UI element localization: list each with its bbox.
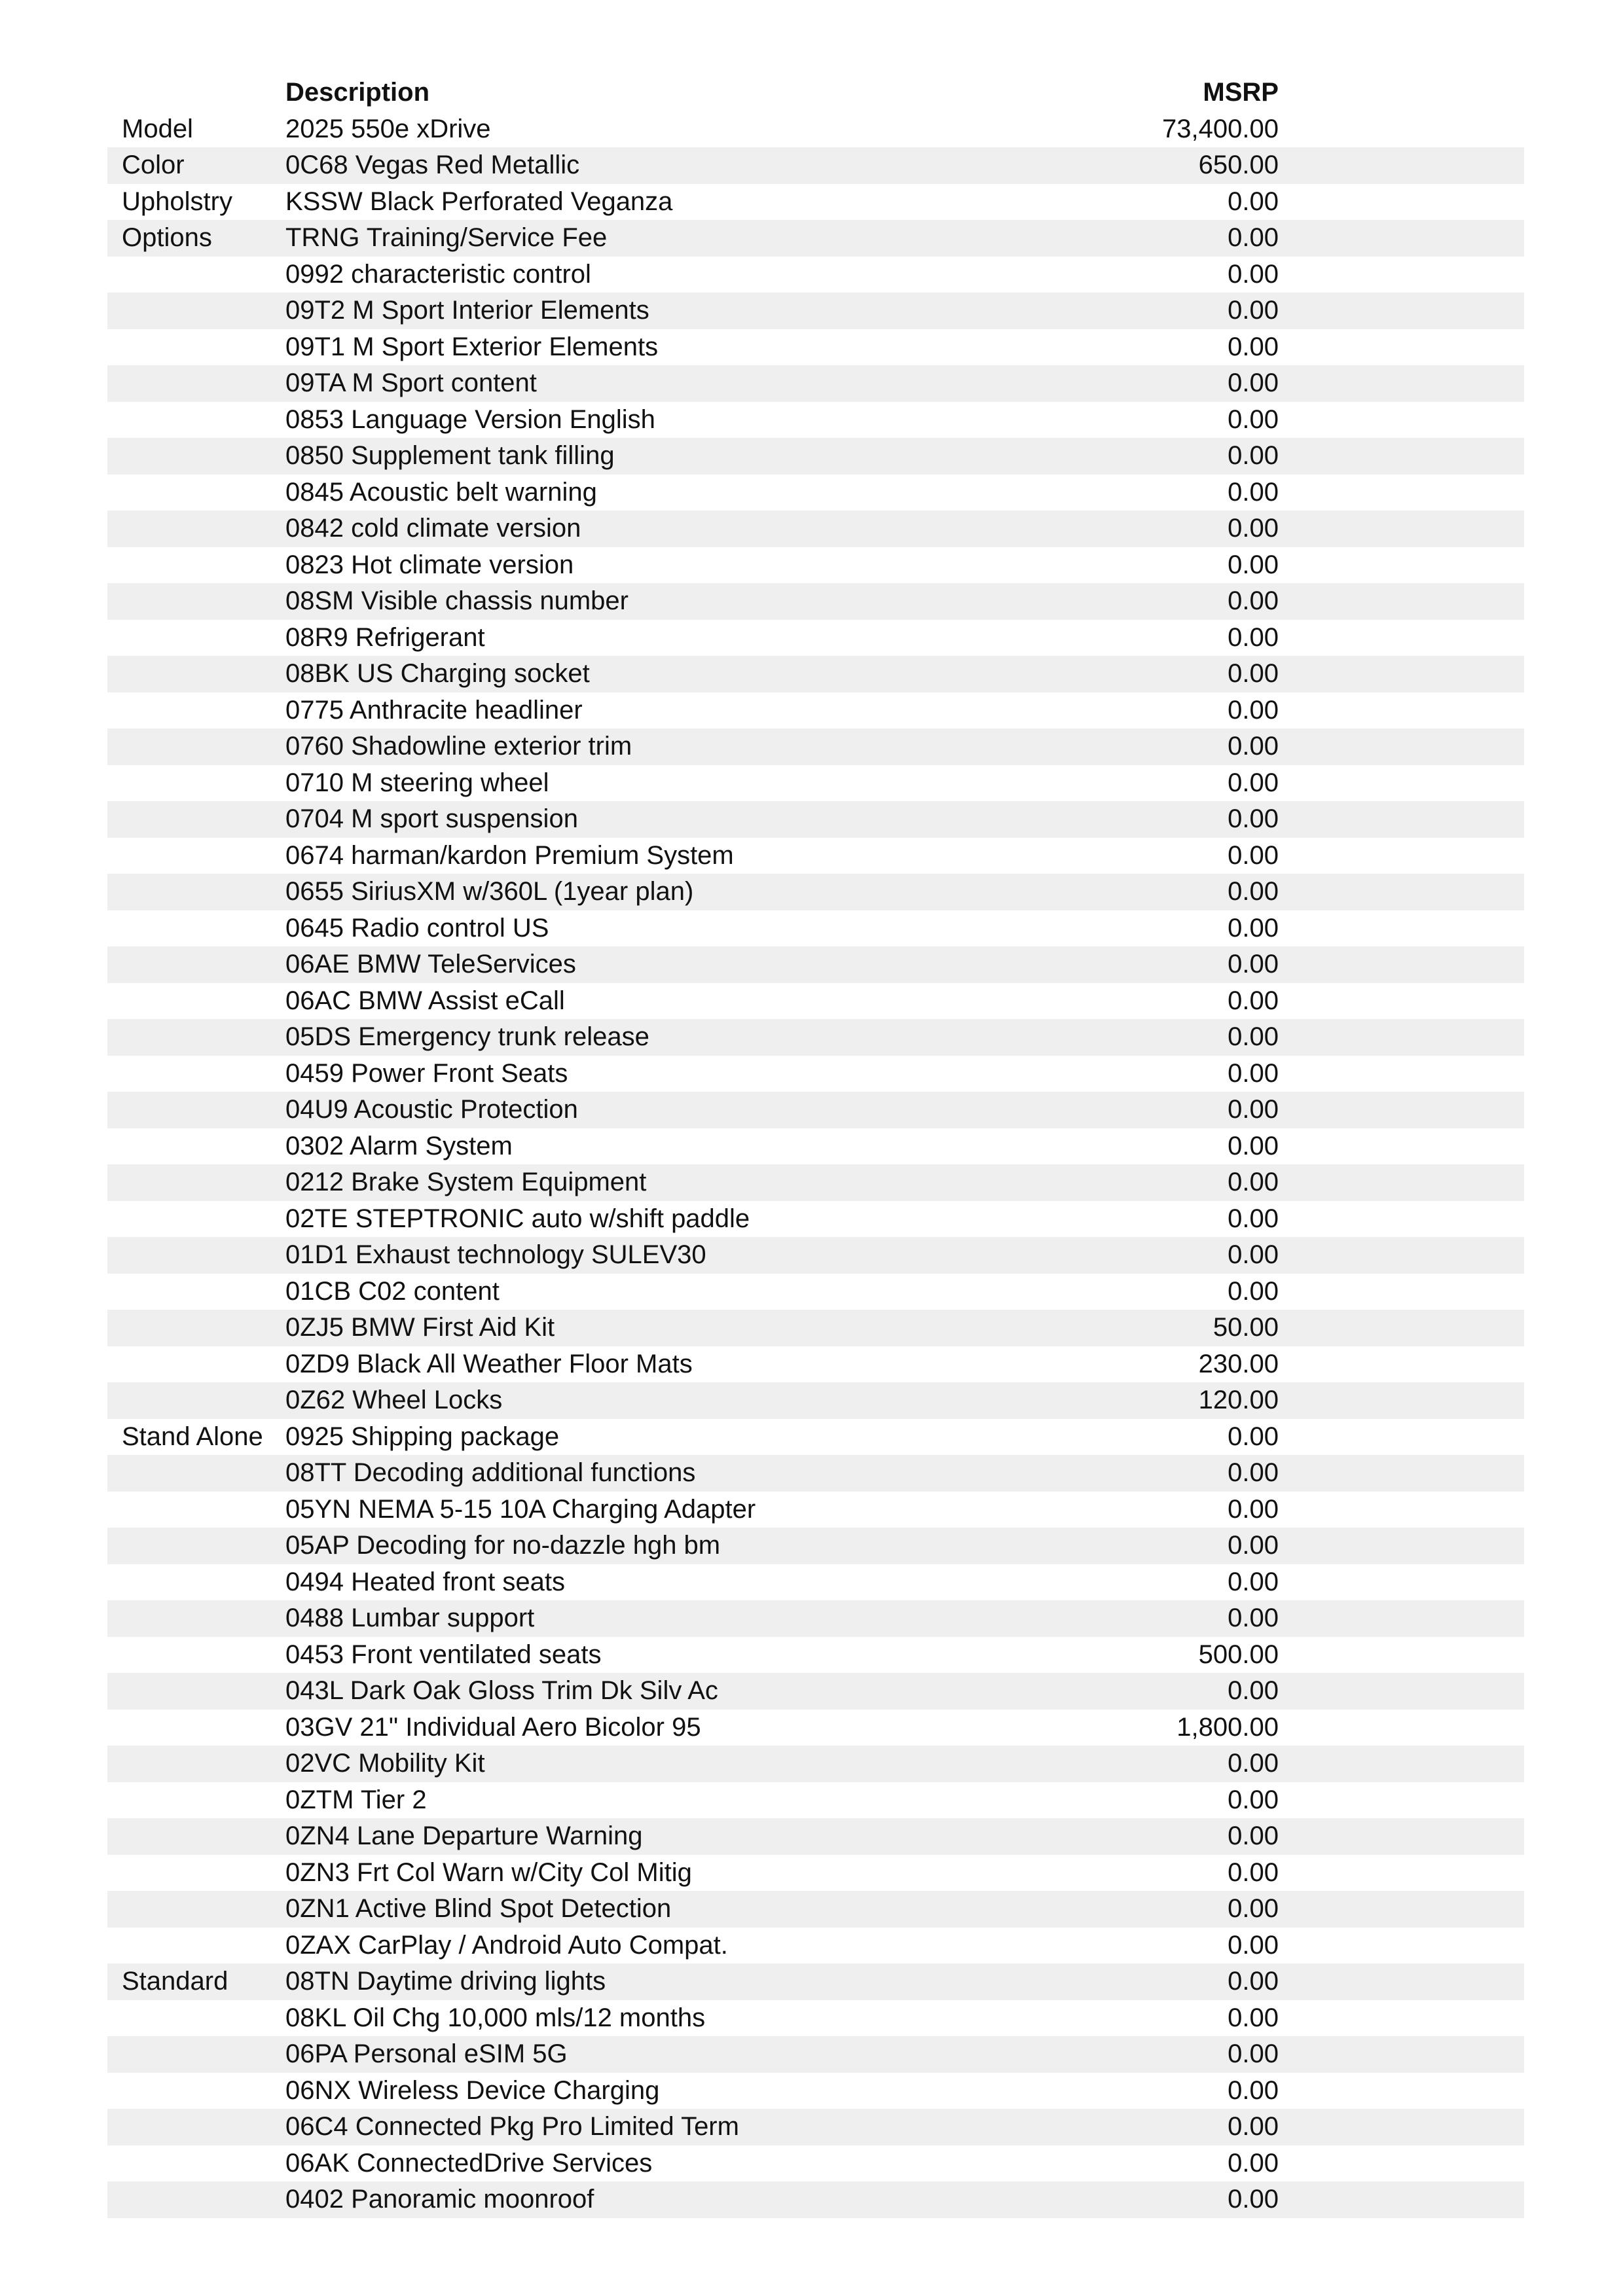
- row-description: 0850 Supplement tank filling: [285, 441, 615, 470]
- row-msrp: 0.00: [1228, 404, 1279, 434]
- row-category: Options: [122, 223, 212, 252]
- row-description: 03GV 21" Individual Aero Bicolor 95: [285, 1712, 701, 1742]
- table-row: [107, 1201, 1524, 1238]
- row-msrp: 0.00: [1228, 550, 1279, 579]
- row-description: TRNG Training/Service Fee: [285, 223, 608, 252]
- row-description: 0704 M sport suspension: [285, 804, 578, 833]
- description-column-header: Description: [285, 78, 430, 107]
- row-description: 043L Dark Oak Gloss Trim Dk Silv Ac: [285, 1676, 718, 1705]
- row-msrp: 0.00: [1228, 877, 1279, 906]
- row-msrp: 0.00: [1228, 659, 1279, 688]
- row-msrp: 0.00: [1228, 1749, 1279, 1778]
- table-row: [107, 365, 1524, 402]
- row-description: 0655 SiriusXM w/360L (1year plan): [285, 877, 694, 906]
- row-description: 04U9 Acoustic Protection: [285, 1095, 578, 1124]
- row-msrp: 500.00: [1198, 1640, 1279, 1669]
- row-description: 0212 Brake System Equipment: [285, 1168, 647, 1196]
- row-description: 01D1 Exhaust technology SULEV30: [285, 1240, 706, 1269]
- table-row: [107, 1855, 1524, 1892]
- row-msrp: 0.00: [1228, 1676, 1279, 1705]
- table-row: [107, 1782, 1524, 1819]
- table-row: [107, 2145, 1524, 2182]
- row-description: 0Z62 Wheel Locks: [285, 1386, 503, 1414]
- row-msrp: 0.00: [1228, 768, 1279, 797]
- table-row: [107, 184, 1524, 221]
- row-msrp: 0.00: [1228, 1240, 1279, 1269]
- row-msrp: 0.00: [1228, 1022, 1279, 1051]
- row-msrp: 73,400.00: [1162, 114, 1279, 143]
- table-row: [107, 2073, 1524, 2109]
- row-description: 0ZTM Tier 2: [285, 1785, 427, 1814]
- row-description: 08KL Oil Chg 10,000 mls/12 months: [285, 2003, 706, 2032]
- row-msrp: 0.00: [1228, 1494, 1279, 1524]
- row-category: Upholstry: [122, 187, 232, 216]
- row-msrp: 0.00: [1228, 586, 1279, 615]
- table-row: [107, 220, 1524, 257]
- row-msrp: 0.00: [1228, 332, 1279, 361]
- row-description: 0775 Anthracite headliner: [285, 695, 583, 725]
- table-row: [107, 1419, 1524, 1456]
- table-row: [107, 1455, 1524, 1492]
- table-row: [107, 910, 1524, 947]
- row-description: 0C68 Vegas Red Metallic: [285, 151, 580, 179]
- row-category: Standard: [122, 1967, 228, 1996]
- table-row: [107, 2036, 1524, 2073]
- table-row: [107, 1528, 1524, 1564]
- row-description: 0453 Front ventilated seats: [285, 1640, 602, 1669]
- row-description: 0302 Alarm System: [285, 1131, 513, 1160]
- table-row: [107, 1637, 1524, 1674]
- table-row: [107, 838, 1524, 874]
- row-category: Color: [122, 151, 185, 179]
- table-row: [107, 2109, 1524, 2145]
- table-row: [107, 946, 1524, 983]
- table-row: [107, 257, 1524, 293]
- row-description: 0823 Hot climate version: [285, 550, 574, 579]
- row-msrp: 0.00: [1228, 2148, 1279, 2178]
- row-category: Model: [122, 114, 193, 143]
- row-msrp: 650.00: [1198, 151, 1279, 179]
- row-description: KSSW Black Perforated Veganza: [285, 187, 673, 216]
- row-msrp: 230.00: [1198, 1349, 1279, 1378]
- row-description: 06AK ConnectedDrive Services: [285, 2148, 653, 2178]
- row-msrp: 0.00: [1228, 2039, 1279, 2068]
- table-row: [107, 1019, 1524, 1056]
- table-row: [107, 1346, 1524, 1383]
- table-row: [107, 1891, 1524, 1928]
- row-msrp: 0.00: [1228, 514, 1279, 543]
- table-row: [107, 2000, 1524, 2037]
- table-header: [107, 75, 1524, 111]
- row-msrp: 0.00: [1228, 1168, 1279, 1196]
- table-row: [107, 692, 1524, 729]
- row-description: 0760 Shadowline exterior trim: [285, 732, 632, 761]
- table-row: [107, 1928, 1524, 1964]
- table-row: [107, 547, 1524, 584]
- table-row: [107, 765, 1524, 802]
- table-row: [107, 1092, 1524, 1128]
- row-description: 2025 550e xDrive: [285, 114, 491, 143]
- row-description: 0494 Heated front seats: [285, 1567, 565, 1596]
- row-description: 0853 Language Version English: [285, 404, 655, 434]
- row-description: 0ZD9 Black All Weather Floor Mats: [285, 1349, 693, 1378]
- table-row: [107, 1164, 1524, 1201]
- table-row: [107, 620, 1524, 656]
- row-msrp: 0.00: [1228, 223, 1279, 252]
- row-description: 0645 Radio control US: [285, 913, 549, 942]
- msrp-column-header: MSRP: [1203, 78, 1279, 107]
- row-msrp: 0.00: [1228, 732, 1279, 761]
- row-description: 08SM Visible chassis number: [285, 586, 629, 615]
- table-row: [107, 1818, 1524, 1855]
- table-row: [107, 2181, 1524, 2218]
- table-row: [107, 475, 1524, 511]
- row-description: 0710 M steering wheel: [285, 768, 549, 797]
- table-row: [107, 1964, 1524, 2000]
- table-row: [107, 1673, 1524, 1710]
- row-description: 0842 cold climate version: [285, 514, 581, 543]
- table-body: [107, 111, 1524, 2218]
- row-description: 0ZJ5 BMW First Aid Kit: [285, 1313, 555, 1342]
- table-row: [107, 728, 1524, 765]
- table-row: [107, 1237, 1524, 1274]
- row-description: 02TE STEPTRONIC auto w/shift paddle: [285, 1204, 750, 1233]
- table-row: [107, 1056, 1524, 1092]
- row-description: 0992 characteristic control: [285, 259, 591, 289]
- row-description: 08BK US Charging socket: [285, 659, 590, 688]
- row-description: 06AE BMW TeleServices: [285, 950, 576, 978]
- row-msrp: 0.00: [1228, 913, 1279, 942]
- row-msrp: 0.00: [1228, 2003, 1279, 2032]
- row-description: 0488 Lumbar support: [285, 1604, 535, 1632]
- row-msrp: 0.00: [1228, 2112, 1279, 2141]
- row-description: 09T1 M Sport Exterior Elements: [285, 332, 659, 361]
- row-description: 08TN Daytime driving lights: [285, 1967, 606, 1996]
- price-sheet: [107, 75, 1524, 2218]
- row-msrp: 0.00: [1228, 441, 1279, 470]
- row-description: 0ZN4 Lane Departure Warning: [285, 1821, 643, 1850]
- row-msrp: 0.00: [1228, 1095, 1279, 1124]
- row-msrp: 0.00: [1228, 1131, 1279, 1160]
- table-row: [107, 801, 1524, 838]
- row-msrp: 0.00: [1228, 1058, 1279, 1088]
- table-row: [107, 438, 1524, 475]
- row-msrp: 0.00: [1228, 2185, 1279, 2214]
- row-description: 05AP Decoding for no-dazzle hgh bm: [285, 1531, 721, 1560]
- table-row: [107, 1746, 1524, 1782]
- row-description: 08TT Decoding additional functions: [285, 1458, 696, 1487]
- row-msrp: 0.00: [1228, 1857, 1279, 1887]
- row-description: 0845 Acoustic belt warning: [285, 477, 597, 507]
- row-description: 06NX Wireless Device Charging: [285, 2075, 660, 2105]
- table-row: [107, 329, 1524, 366]
- row-description: 0459 Power Front Seats: [285, 1058, 568, 1088]
- row-msrp: 0.00: [1228, 259, 1279, 289]
- row-msrp: 0.00: [1228, 950, 1279, 978]
- row-description: 09TA M Sport content: [285, 368, 537, 397]
- row-description: 06C4 Connected Pkg Pro Limited Term: [285, 2112, 739, 2141]
- row-msrp: 120.00: [1198, 1386, 1279, 1414]
- table-row: [107, 511, 1524, 547]
- table-row: [107, 1310, 1524, 1346]
- table-row: [107, 874, 1524, 910]
- row-description: 05YN NEMA 5-15 10A Charging Adapter: [285, 1494, 756, 1524]
- table-row: [107, 147, 1524, 184]
- table-row: [107, 656, 1524, 692]
- row-description: 0925 Shipping package: [285, 1422, 560, 1451]
- row-description: 06AC BMW Assist eCall: [285, 986, 565, 1015]
- row-msrp: 0.00: [1228, 1531, 1279, 1560]
- row-msrp: 0.00: [1228, 1930, 1279, 1960]
- row-msrp: 1,800.00: [1176, 1712, 1279, 1742]
- row-msrp: 0.00: [1228, 840, 1279, 870]
- table-row: [107, 1600, 1524, 1637]
- row-msrp: 0.00: [1228, 1458, 1279, 1487]
- table-row: [107, 1492, 1524, 1528]
- row-description: 05DS Emergency trunk release: [285, 1022, 649, 1051]
- row-msrp: 0.00: [1228, 695, 1279, 725]
- row-description: 0ZAX CarPlay / Android Auto Compat.: [285, 1930, 728, 1960]
- row-msrp: 0.00: [1228, 986, 1279, 1015]
- table-row: [107, 1382, 1524, 1419]
- row-msrp: 0.00: [1228, 1567, 1279, 1596]
- row-msrp: 50.00: [1213, 1313, 1279, 1342]
- row-msrp: 0.00: [1228, 2075, 1279, 2105]
- row-description: 0402 Panoramic moonroof: [285, 2185, 594, 2214]
- table-row: [107, 1274, 1524, 1310]
- row-description: 0ZN1 Active Blind Spot Detection: [285, 1894, 672, 1923]
- row-msrp: 0.00: [1228, 1276, 1279, 1306]
- row-msrp: 0.00: [1228, 477, 1279, 507]
- row-description: 01CB C02 content: [285, 1276, 500, 1306]
- row-msrp: 0.00: [1228, 804, 1279, 833]
- row-msrp: 0.00: [1228, 1422, 1279, 1451]
- row-description: 06PA Personal eSIM 5G: [285, 2039, 568, 2068]
- row-description: 0ZN3 Frt Col Warn w/City Col Mitig: [285, 1857, 692, 1887]
- row-description: 0674 harman/kardon Premium System: [285, 840, 734, 870]
- table-row: [107, 402, 1524, 439]
- table-row: [107, 583, 1524, 620]
- row-description: 08R9 Refrigerant: [285, 622, 485, 652]
- table-row: [107, 1710, 1524, 1746]
- row-msrp: 0.00: [1228, 1204, 1279, 1233]
- table-row: [107, 293, 1524, 329]
- table-row: [107, 1564, 1524, 1601]
- table-row: [107, 983, 1524, 1020]
- row-description: 09T2 M Sport Interior Elements: [285, 296, 649, 325]
- row-msrp: 0.00: [1228, 1604, 1279, 1632]
- row-msrp: 0.00: [1228, 1894, 1279, 1923]
- row-msrp: 0.00: [1228, 187, 1279, 216]
- table-row: [107, 1128, 1524, 1165]
- row-msrp: 0.00: [1228, 622, 1279, 652]
- row-msrp: 0.00: [1228, 296, 1279, 325]
- row-msrp: 0.00: [1228, 1785, 1279, 1814]
- row-msrp: 0.00: [1228, 368, 1279, 397]
- row-msrp: 0.00: [1228, 1821, 1279, 1850]
- row-category: Stand Alone: [122, 1422, 263, 1451]
- row-description: 02VC Mobility Kit: [285, 1749, 485, 1778]
- row-msrp: 0.00: [1228, 1967, 1279, 1996]
- table-row: [107, 111, 1524, 148]
